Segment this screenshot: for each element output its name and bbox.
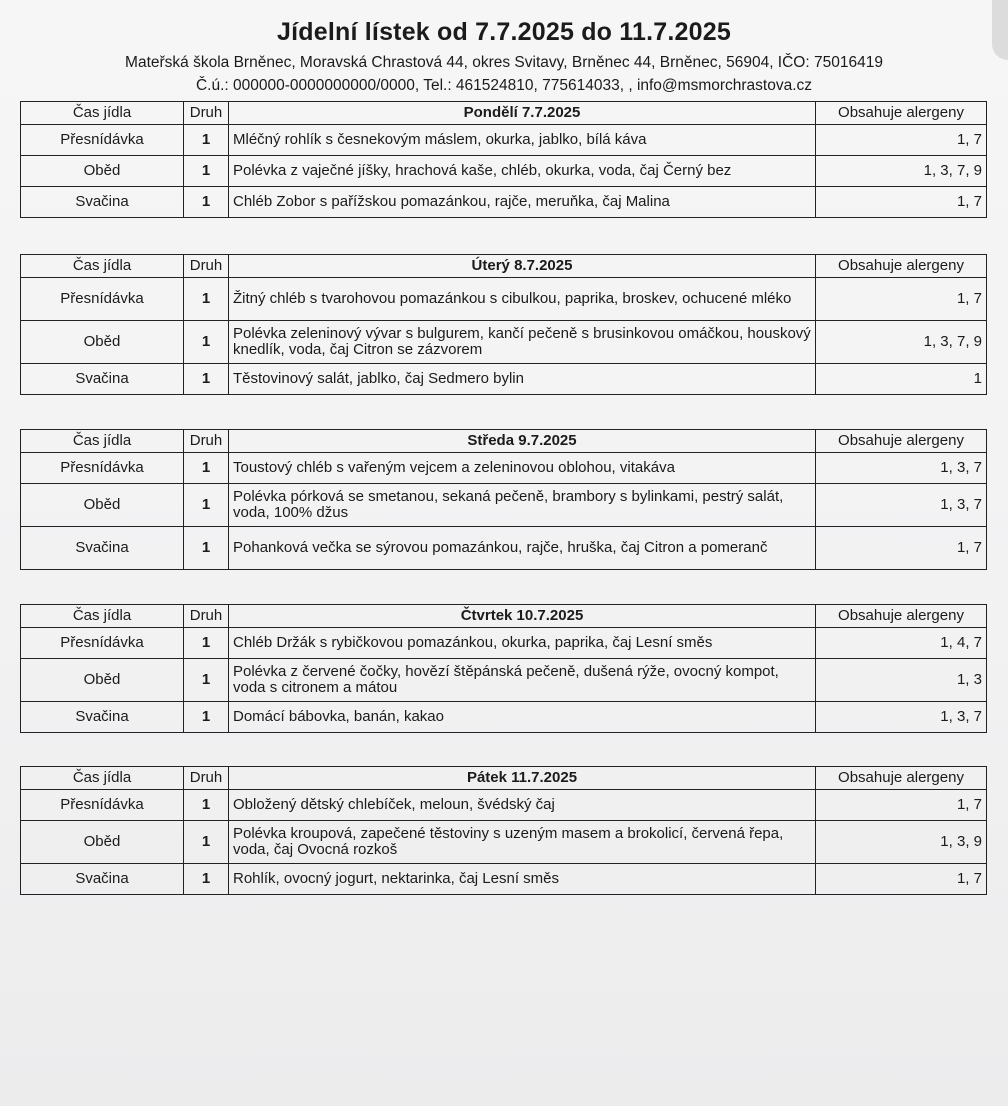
meal-description: Toustový chléb s vařeným vejcem a zeleninovou oblohou, vitakáva: [229, 453, 816, 484]
meal-druh: 1: [184, 702, 229, 733]
meal-time: Svačina: [21, 527, 184, 570]
meal-time: Oběd: [21, 156, 184, 187]
meal-description: Polévka kroupová, zapečené těstoviny s uzeným masem a brokolicí, červená řepa, voda, čaj Ovocná rozkoš: [229, 821, 816, 864]
meal-description: Polévka z vaječné jíšky, hrachová kaše, chléb, okurka, voda, čaj Černý bez: [229, 156, 816, 187]
table-header-row: [21, 767, 987, 790]
meal-time: Oběd: [21, 659, 184, 702]
meal-druh: 1: [184, 659, 229, 702]
col-time-header: Čas jídla: [21, 430, 184, 453]
meal-allergens: 1, 3, 7: [816, 702, 987, 733]
meal-description: Rohlík, ovocný jogurt, nektarinka, čaj Lesní směs: [229, 864, 816, 895]
col-druh-header: Druh: [184, 767, 229, 790]
table-header-row: [21, 255, 987, 278]
meal-time: Oběd: [21, 321, 184, 364]
meal-druh: 1: [184, 790, 229, 821]
table-row: [21, 864, 987, 895]
day-table-wednesday: [20, 429, 987, 570]
meal-time: Oběd: [21, 821, 184, 864]
table-row: [21, 484, 987, 527]
meal-druh: 1: [184, 187, 229, 218]
col-time-header: Čas jídla: [21, 767, 184, 790]
meal-allergens: 1, 7: [816, 527, 987, 570]
table-row: [21, 821, 987, 864]
meal-druh: 1: [184, 453, 229, 484]
day-name: Pondělí 7.7.2025: [229, 102, 816, 125]
meal-description: Polévka zeleninový vývar s bulgurem, kančí pečeně s brusinkovou omáčkou, houskový knedlík, voda, čaj Citron se zázvorem: [229, 321, 816, 364]
meal-allergens: 1, 7: [816, 790, 987, 821]
meal-description: Těstovinový salát, jablko, čaj Sedmero bylin: [229, 364, 816, 395]
table-row: [21, 702, 987, 733]
table-row: [21, 125, 987, 156]
meal-time: Svačina: [21, 702, 184, 733]
meal-allergens: 1, 3, 7: [816, 484, 987, 527]
meal-allergens: 1, 7: [816, 125, 987, 156]
table-row: [21, 278, 987, 321]
table-header-row: [21, 102, 987, 125]
day-name: Úterý 8.7.2025: [229, 255, 816, 278]
meal-druh: 1: [184, 628, 229, 659]
meal-description: Chléb Držák s rybičkovou pomazánkou, okurka, paprika, čaj Lesní směs: [229, 628, 816, 659]
day-name: Pátek 11.7.2025: [229, 767, 816, 790]
col-druh-header: Druh: [184, 605, 229, 628]
col-time-header: Čas jídla: [21, 605, 184, 628]
day-name: Čtvrtek 10.7.2025: [229, 605, 816, 628]
meal-druh: 1: [184, 156, 229, 187]
meal-druh: 1: [184, 484, 229, 527]
col-druh-header: Druh: [184, 255, 229, 278]
meal-allergens: 1, 7: [816, 187, 987, 218]
meal-description: Chléb Zobor s pařížskou pomazánkou, rajče, meruňka, čaj Malina: [229, 187, 816, 218]
meal-description: Domácí bábovka, banán, kakao: [229, 702, 816, 733]
col-allergens-header: Obsahuje alergeny: [816, 767, 987, 790]
contact-info: Č.ú.: 000000-0000000000/0000, Tel.: 461524810, 775614033, , info@msmorchrastova.cz: [195, 77, 813, 94]
table-row: [21, 156, 987, 187]
table-header-row: [21, 605, 987, 628]
day-table-friday: [20, 766, 987, 895]
meal-description: Pohanková večka se sýrovou pomazánkou, rajče, hruška, čaj Citron a pomeranč: [229, 527, 816, 570]
meal-druh: 1: [184, 321, 229, 364]
table-row: [21, 790, 987, 821]
table-row: [21, 659, 987, 702]
day-table-tuesday: [20, 254, 987, 395]
table-row: [21, 628, 987, 659]
meal-time: Přesnídávka: [21, 125, 184, 156]
meal-allergens: 1, 3, 7, 9: [816, 156, 987, 187]
table-row: [21, 527, 987, 570]
table-header-row: [21, 430, 987, 453]
col-allergens-header: Obsahuje alergeny: [816, 605, 987, 628]
meal-description: Obložený dětský chlebíček, meloun, švédský čaj: [229, 790, 816, 821]
meal-time: Svačina: [21, 864, 184, 895]
meal-allergens: 1, 3, 7: [816, 453, 987, 484]
meal-description: Mléčný rohlík s česnekovým máslem, okurka, jablko, bílá káva: [229, 125, 816, 156]
table-row: [21, 453, 987, 484]
table-row: [21, 321, 987, 364]
col-druh-header: Druh: [184, 102, 229, 125]
day-table-monday: [20, 101, 987, 218]
meal-druh: 1: [184, 125, 229, 156]
meal-druh: 1: [184, 364, 229, 395]
meal-time: Přesnídávka: [21, 628, 184, 659]
meal-description: Polévka pórková se smetanou, sekaná pečeně, brambory s bylinkami, pestrý salát, voda, 100% džus: [229, 484, 816, 527]
col-time-header: Čas jídla: [21, 255, 184, 278]
meal-druh: 1: [184, 864, 229, 895]
meal-time: Oběd: [21, 484, 184, 527]
meal-allergens: 1, 3: [816, 659, 987, 702]
table-row: [21, 364, 987, 395]
meal-druh: 1: [184, 821, 229, 864]
col-allergens-header: Obsahuje alergeny: [816, 255, 987, 278]
meal-time: Svačina: [21, 187, 184, 218]
day-name: Středa 9.7.2025: [229, 430, 816, 453]
meal-allergens: 1, 4, 7: [816, 628, 987, 659]
meal-allergens: 1, 7: [816, 278, 987, 321]
col-allergens-header: Obsahuje alergeny: [816, 430, 987, 453]
meal-description: Polévka z červené čočky, hovězí štěpánská pečeně, dušená rýže, ovocný kompot, voda s citronem a mátou: [229, 659, 816, 702]
meal-druh: 1: [184, 278, 229, 321]
meal-allergens: 1, 7: [816, 864, 987, 895]
col-time-header: Čas jídla: [21, 102, 184, 125]
meal-allergens: 1, 3, 9: [816, 821, 987, 864]
meal-allergens: 1: [816, 364, 987, 395]
meal-description: Žitný chléb s tvarohovou pomazánkou s cibulkou, paprika, broskev, ochucené mléko: [229, 278, 816, 321]
meal-druh: 1: [184, 527, 229, 570]
page-title: Jídelní lístek od 7.7.2025 do 11.7.2025: [277, 18, 731, 46]
table-row: [21, 187, 987, 218]
meal-allergens: 1, 3, 7, 9: [816, 321, 987, 364]
col-druh-header: Druh: [184, 430, 229, 453]
meal-time: Přesnídávka: [21, 453, 184, 484]
col-allergens-header: Obsahuje alergeny: [816, 102, 987, 125]
meal-time: Přesnídávka: [21, 278, 184, 321]
meal-time: Přesnídávka: [21, 790, 184, 821]
day-table-thursday: [20, 604, 987, 733]
school-address: Mateřská škola Brněnec, Moravská Chrastová 44, okres Svitavy, Brněnec 44, Brněnec, 56904, IČO: 75016419: [125, 54, 883, 71]
meal-time: Svačina: [21, 364, 184, 395]
